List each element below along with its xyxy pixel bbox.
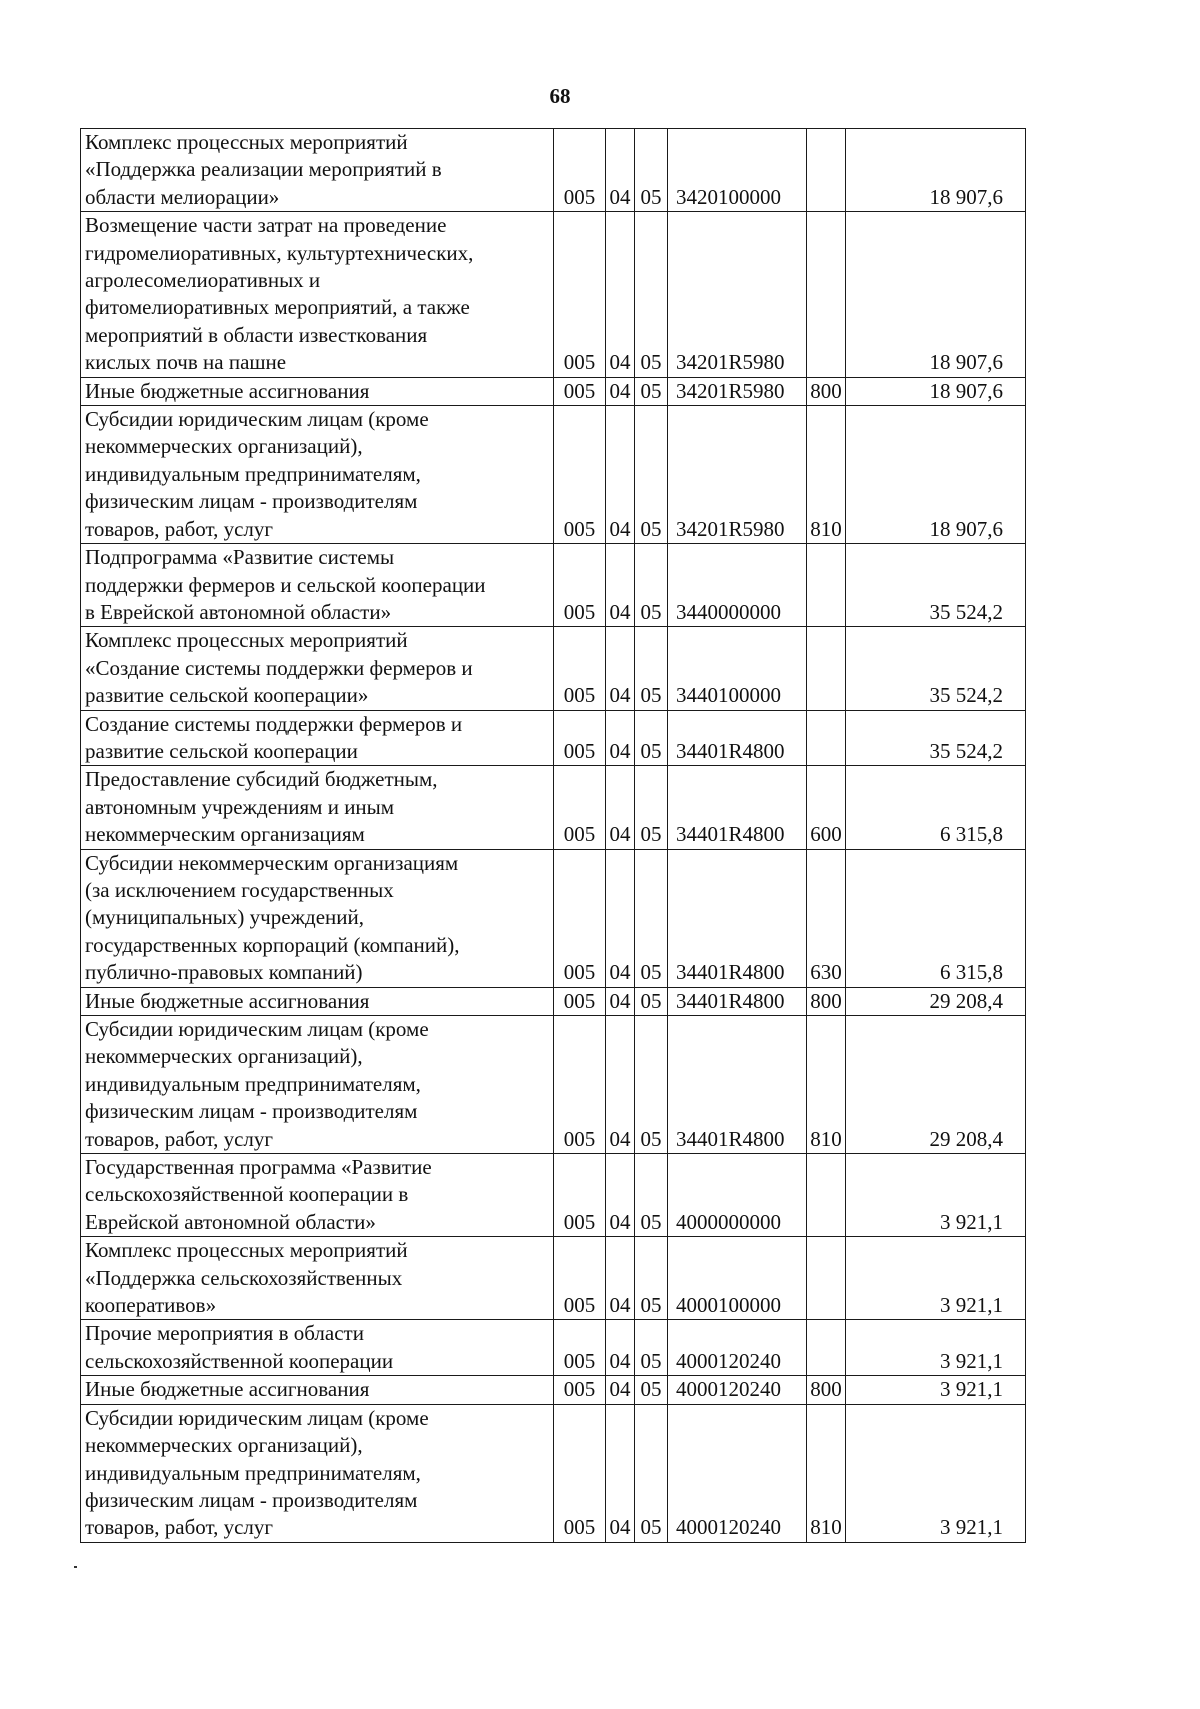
name-line: некоммерческих организаций), bbox=[85, 1433, 363, 1458]
name-line: Комплекс процессных мероприятий bbox=[85, 628, 408, 653]
cell-sum: 3 921,1 bbox=[846, 1320, 1026, 1376]
cell-sum: 18 907,6 bbox=[846, 212, 1026, 377]
cell-rz: 04 bbox=[606, 627, 635, 710]
cell-cs: 34201R5980 bbox=[668, 406, 807, 544]
cell-gr: 005 bbox=[554, 129, 606, 212]
table-row bbox=[81, 710, 1026, 766]
cell-sum: 3 921,1 bbox=[846, 1404, 1026, 1542]
name-line: «Создание системы поддержки фермеров и bbox=[85, 655, 473, 680]
cell-vr bbox=[807, 212, 846, 377]
cell-gr: 005 bbox=[554, 627, 606, 710]
name-line: Государственная программа «Развитие bbox=[85, 1155, 432, 1180]
cell-rz: 04 bbox=[606, 1237, 635, 1320]
cell-name bbox=[81, 129, 554, 212]
cell-cs: 4000120240 bbox=[668, 1376, 807, 1404]
name-line: Прочие мероприятия в области bbox=[85, 1321, 364, 1346]
name-line: Еврейской автономной области» bbox=[85, 1209, 376, 1234]
name-line: агролесомелиоративных и bbox=[85, 268, 321, 293]
cell-name bbox=[81, 766, 554, 849]
name-line: индивидуальным предпринимателям, bbox=[85, 1460, 421, 1485]
table-row bbox=[81, 849, 1026, 987]
name-line: Комплекс процессных мероприятий bbox=[85, 130, 408, 154]
name-line: некоммерческим организациям bbox=[85, 822, 365, 847]
cell-pr: 05 bbox=[635, 849, 668, 987]
name-line: «Поддержка сельскохозяйственных bbox=[85, 1265, 403, 1290]
cell-name bbox=[81, 406, 554, 544]
cell-pr: 05 bbox=[635, 1404, 668, 1542]
name-line: некоммерческих организаций), bbox=[85, 434, 363, 459]
cell-sum: 29 208,4 bbox=[846, 987, 1026, 1015]
cell-cs: 3420100000 bbox=[668, 129, 807, 212]
name-line: Иные бюджетные ассигнования bbox=[85, 1377, 370, 1402]
cell-gr: 005 bbox=[554, 377, 606, 405]
cell-name bbox=[81, 1404, 554, 1542]
name-line: автономным учреждениям и иным bbox=[85, 794, 395, 819]
name-line: товаров, работ, услуг bbox=[85, 1515, 274, 1540]
cell-rz: 04 bbox=[606, 849, 635, 987]
cell-name bbox=[81, 377, 554, 405]
name-line: физическим лицам - производителям bbox=[85, 1099, 418, 1124]
name-line: кислых почв на пашне bbox=[85, 350, 287, 375]
cell-pr: 05 bbox=[635, 377, 668, 405]
name-line: Субсидии некоммерческим организациям bbox=[85, 850, 459, 875]
cell-pr: 05 bbox=[635, 627, 668, 710]
cell-gr: 005 bbox=[554, 710, 606, 766]
cell-cs: 4000000000 bbox=[668, 1154, 807, 1237]
cell-name bbox=[81, 212, 554, 377]
cell-gr: 005 bbox=[554, 1016, 606, 1154]
cell-rz: 04 bbox=[606, 1154, 635, 1237]
cell-name bbox=[81, 1154, 554, 1237]
name-line: Комплекс процессных мероприятий bbox=[85, 1238, 408, 1263]
cell-sum: 6 315,8 bbox=[846, 849, 1026, 987]
cell-pr: 05 bbox=[635, 129, 668, 212]
cell-vr bbox=[807, 1320, 846, 1376]
name-line: развитие сельской кооперации» bbox=[85, 683, 369, 708]
name-line: развитие сельской кооперации bbox=[85, 738, 358, 763]
cell-pr: 05 bbox=[635, 1016, 668, 1154]
cell-gr: 005 bbox=[554, 406, 606, 544]
cell-pr: 05 bbox=[635, 1237, 668, 1320]
cell-vr: 800 bbox=[807, 377, 846, 405]
cell-pr: 05 bbox=[635, 1154, 668, 1237]
cell-pr: 05 bbox=[635, 544, 668, 627]
name-line: сельскохозяйственной кооперации в bbox=[85, 1182, 409, 1207]
cell-cs: 3440100000 bbox=[668, 627, 807, 710]
cell-name bbox=[81, 987, 554, 1015]
page-number: 68 bbox=[549, 84, 571, 108]
table-row bbox=[81, 212, 1026, 377]
cell-name bbox=[81, 627, 554, 710]
name-line: Создание системы поддержки фермеров и bbox=[85, 711, 463, 736]
cell-pr: 05 bbox=[635, 212, 668, 377]
cell-name bbox=[81, 849, 554, 987]
cell-cs: 34401R4800 bbox=[668, 849, 807, 987]
cell-vr bbox=[807, 1154, 846, 1237]
cell-name bbox=[81, 1016, 554, 1154]
cell-sum: 35 524,2 bbox=[846, 544, 1026, 627]
table-row bbox=[81, 406, 1026, 544]
table-row bbox=[81, 1154, 1026, 1237]
cell-rz: 04 bbox=[606, 987, 635, 1015]
table-row bbox=[81, 1237, 1026, 1320]
cell-vr bbox=[807, 1237, 846, 1320]
cell-sum: 3 921,1 bbox=[846, 1376, 1026, 1404]
cell-gr: 005 bbox=[554, 1376, 606, 1404]
cell-name bbox=[81, 544, 554, 627]
cell-vr bbox=[807, 129, 846, 212]
name-line: (муниципальных) учреждений, bbox=[85, 905, 364, 930]
cell-cs: 34201R5980 bbox=[668, 377, 807, 405]
table-row bbox=[81, 544, 1026, 627]
name-line: товаров, работ, услуг bbox=[85, 516, 274, 541]
cell-sum: 18 907,6 bbox=[846, 129, 1026, 212]
cell-sum: 35 524,2 bbox=[846, 710, 1026, 766]
cell-name bbox=[81, 1237, 554, 1320]
name-line: Подпрограмма «Развитие системы bbox=[85, 545, 395, 570]
cell-sum: 3 921,1 bbox=[846, 1237, 1026, 1320]
table-row bbox=[81, 129, 1026, 212]
cell-cs: 4000100000 bbox=[668, 1237, 807, 1320]
name-line: индивидуальным предпринимателям, bbox=[85, 1071, 421, 1096]
cell-sum: 3 921,1 bbox=[846, 1154, 1026, 1237]
name-line: некоммерческих организаций), bbox=[85, 1044, 363, 1069]
name-line: в Еврейской автономной области» bbox=[85, 599, 392, 624]
table-row bbox=[81, 766, 1026, 849]
cell-pr: 05 bbox=[635, 1320, 668, 1376]
cell-name bbox=[81, 1320, 554, 1376]
name-line: Предоставление субсидий бюджетным, bbox=[85, 767, 438, 792]
cell-gr: 005 bbox=[554, 766, 606, 849]
name-line: Возмещение части затрат на проведение bbox=[85, 213, 447, 238]
cell-pr: 05 bbox=[635, 1376, 668, 1404]
name-line: товаров, работ, услуг bbox=[85, 1126, 274, 1151]
cell-rz: 04 bbox=[606, 377, 635, 405]
cell-vr: 810 bbox=[807, 1016, 846, 1154]
cell-sum: 18 907,6 bbox=[846, 406, 1026, 544]
cell-name bbox=[81, 1376, 554, 1404]
cell-sum: 29 208,4 bbox=[846, 1016, 1026, 1154]
name-line: поддержки фермеров и сельской кооперации bbox=[85, 572, 486, 597]
name-line: Иные бюджетные ассигнования bbox=[85, 378, 370, 403]
table-row bbox=[81, 987, 1026, 1015]
name-line: Субсидии юридическим лицам (кроме bbox=[85, 1017, 429, 1041]
name-line: государственных корпораций (компаний), bbox=[85, 932, 460, 957]
name-line: физическим лицам - производителям bbox=[85, 1487, 418, 1512]
name-line: публично-правовых компаний) bbox=[85, 960, 363, 985]
table-body bbox=[81, 129, 1026, 1543]
cell-rz: 04 bbox=[606, 544, 635, 627]
name-line: Субсидии юридическим лицам (кроме bbox=[85, 407, 429, 432]
cell-rz: 04 bbox=[606, 710, 635, 766]
cell-cs: 4000120240 bbox=[668, 1320, 807, 1376]
cell-rz: 04 bbox=[606, 766, 635, 849]
cell-cs: 3440000000 bbox=[668, 544, 807, 627]
table-row bbox=[81, 1320, 1026, 1376]
table-row bbox=[81, 1016, 1026, 1154]
scan-mark bbox=[74, 1566, 77, 1568]
table-row bbox=[81, 377, 1026, 405]
cell-gr: 005 bbox=[554, 1154, 606, 1237]
cell-vr: 810 bbox=[807, 1404, 846, 1542]
name-line: фитомелиоративных мероприятий, а также bbox=[85, 295, 470, 320]
table-row bbox=[81, 627, 1026, 710]
cell-gr: 005 bbox=[554, 849, 606, 987]
name-line: Субсидии юридическим лицам (кроме bbox=[85, 1405, 429, 1430]
cell-gr: 005 bbox=[554, 1237, 606, 1320]
name-line: мероприятий в области известкования bbox=[85, 322, 428, 347]
cell-gr: 005 bbox=[554, 1404, 606, 1542]
cell-pr: 05 bbox=[635, 766, 668, 849]
cell-sum: 35 524,2 bbox=[846, 627, 1026, 710]
cell-pr: 05 bbox=[635, 987, 668, 1015]
cell-rz: 04 bbox=[606, 1016, 635, 1154]
name-line: кооперативов» bbox=[85, 1293, 217, 1318]
cell-vr bbox=[807, 710, 846, 766]
cell-cs: 34401R4800 bbox=[668, 987, 807, 1015]
cell-rz: 04 bbox=[606, 1376, 635, 1404]
name-line: сельскохозяйственной кооперации bbox=[85, 1348, 394, 1373]
cell-vr: 810 bbox=[807, 406, 846, 544]
cell-name bbox=[81, 710, 554, 766]
cell-cs: 34401R4800 bbox=[668, 710, 807, 766]
budget-table bbox=[80, 128, 1026, 1543]
cell-vr: 600 bbox=[807, 766, 846, 849]
cell-gr: 005 bbox=[554, 987, 606, 1015]
cell-gr: 005 bbox=[554, 544, 606, 627]
cell-cs: 34401R4800 bbox=[668, 1016, 807, 1154]
cell-pr: 05 bbox=[635, 710, 668, 766]
cell-rz: 04 bbox=[606, 406, 635, 544]
table-row bbox=[81, 1404, 1026, 1542]
name-line: Иные бюджетные ассигнования bbox=[85, 988, 370, 1013]
cell-rz: 04 bbox=[606, 129, 635, 212]
cell-rz: 04 bbox=[606, 212, 635, 377]
name-line: физическим лицам - производителям bbox=[85, 489, 418, 514]
cell-vr bbox=[807, 627, 846, 710]
cell-gr: 005 bbox=[554, 212, 606, 377]
name-line: (за исключением государственных bbox=[85, 877, 394, 902]
cell-sum: 6 315,8 bbox=[846, 766, 1026, 849]
name-line: «Поддержка реализации мероприятий в bbox=[85, 157, 442, 182]
name-line: области мелиорации» bbox=[85, 184, 280, 209]
cell-vr: 800 bbox=[807, 1376, 846, 1404]
cell-vr: 630 bbox=[807, 849, 846, 987]
cell-gr: 005 bbox=[554, 1320, 606, 1376]
cell-cs: 34401R4800 bbox=[668, 766, 807, 849]
name-line: гидромелиоративных, культуртехнических, bbox=[85, 240, 474, 265]
cell-cs: 4000120240 bbox=[668, 1404, 807, 1542]
cell-rz: 04 bbox=[606, 1404, 635, 1542]
cell-rz: 04 bbox=[606, 1320, 635, 1376]
cell-sum: 18 907,6 bbox=[846, 377, 1026, 405]
cell-vr bbox=[807, 544, 846, 627]
cell-vr: 800 bbox=[807, 987, 846, 1015]
cell-pr: 05 bbox=[635, 406, 668, 544]
table-row bbox=[81, 1376, 1026, 1404]
cell-cs: 34201R5980 bbox=[668, 212, 807, 377]
name-line: индивидуальным предпринимателям, bbox=[85, 461, 421, 486]
